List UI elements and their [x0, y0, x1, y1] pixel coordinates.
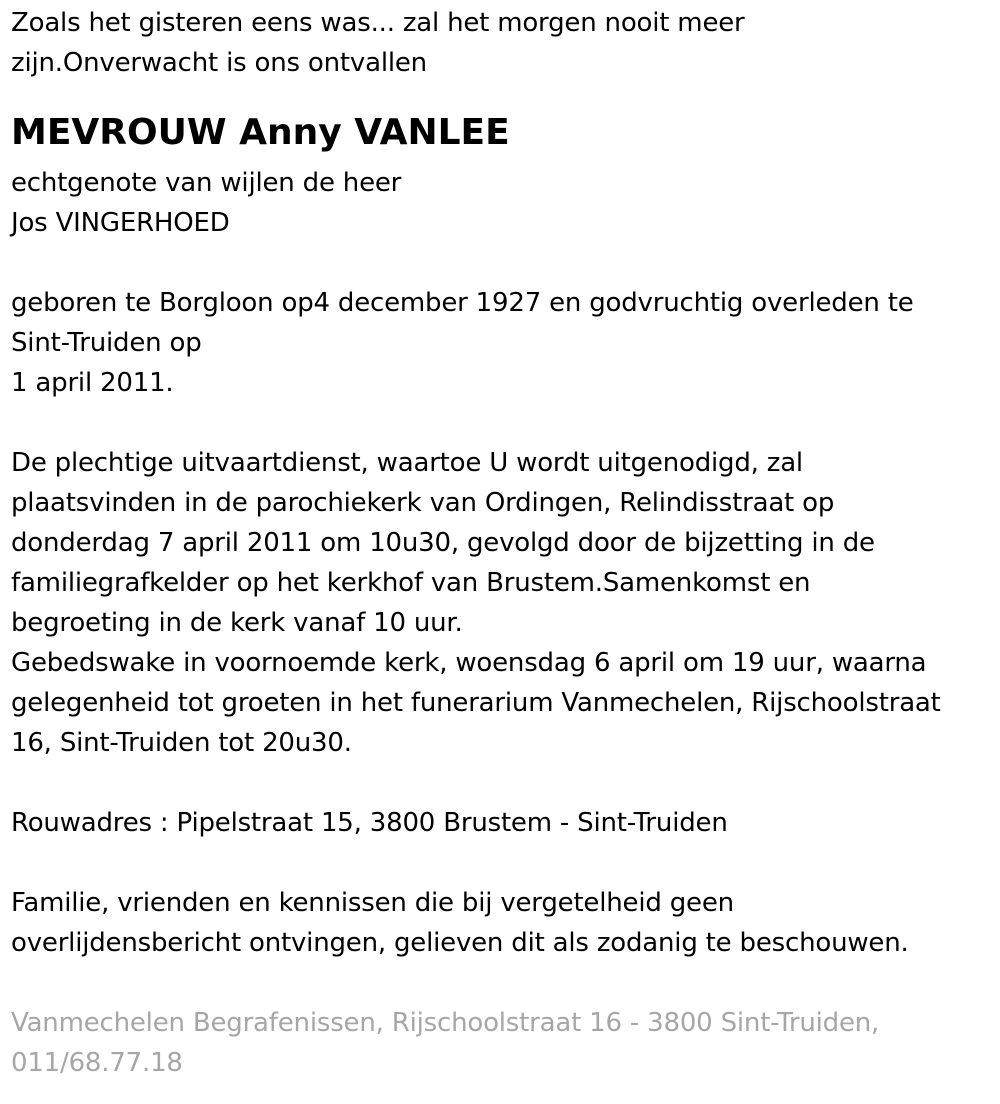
footer-line: Vanmechelen Begrafenissen, Rijschoolstraat 16 - 3800 Sint-Truiden, [11, 1008, 880, 1038]
intro-line: zijn.Onverwacht is ons ontvallen [11, 48, 427, 78]
birth-death-text [11, 283, 991, 403]
blank-line [11, 243, 991, 283]
service-line: gelegenheid tot groeten in het funerarium Vanmechelen, Rijschoolstraat [11, 688, 941, 718]
obituary-notice [11, 3, 991, 1083]
service-line: 16, Sint-Truiden tot 20u30. [11, 728, 352, 758]
mourning-address: Rouwadres : Pipelstraat 15, 3800 Brustem - Sint-Truiden [11, 808, 728, 838]
blank-line [11, 963, 991, 1003]
intro-text [11, 3, 991, 83]
footer-phone: 011/68.77.18 [11, 1048, 183, 1078]
birth-death-line: 1 april 2011. [11, 368, 174, 398]
blank-line [11, 763, 991, 803]
relation-text [11, 163, 991, 243]
service-line: begroeting in de kerk vanaf 10 uur. [11, 608, 463, 638]
service-line: plaatsvinden in de parochiekerk van Ordingen, Relindisstraat op [11, 488, 835, 518]
blank-line [11, 403, 991, 443]
notice-line: Familie, vrienden en kennissen die bij vergetelheid geen [11, 888, 734, 918]
birth-death-line: geboren te Borgloon op4 december 1927 en godvruchtig overleden te [11, 288, 914, 318]
service-text [11, 443, 991, 763]
notice-line: overlijdensbericht ontvingen, gelieven dit als zodanig te beschouwen. [11, 928, 909, 958]
relation-line: echtgenote van wijlen de heer [11, 168, 402, 198]
funeral-home-footer [11, 1003, 991, 1083]
notice-text [11, 883, 991, 963]
deceased-name: MEVROUW Anny VANLEE [11, 112, 510, 153]
service-line: familiegrafkelder op het kerkhof van Brustem.Samenkomst en [11, 568, 811, 598]
blank-line [11, 843, 991, 883]
service-line: Gebedswake in voornoemde kerk, woensdag 6 april om 19 uur, waarna [11, 648, 927, 678]
service-line: De plechtige uitvaartdienst, waartoe U wordt uitgenodigd, zal [11, 448, 803, 478]
service-line: donderdag 7 april 2011 om 10u30, gevolgd door de bijzetting in de [11, 528, 875, 558]
birth-death-line: Sint-Truiden op [11, 328, 202, 358]
intro-line: Zoals het gisteren eens was... zal het morgen nooit meer [11, 8, 745, 38]
relation-line: Jos VINGERHOED [11, 208, 230, 238]
